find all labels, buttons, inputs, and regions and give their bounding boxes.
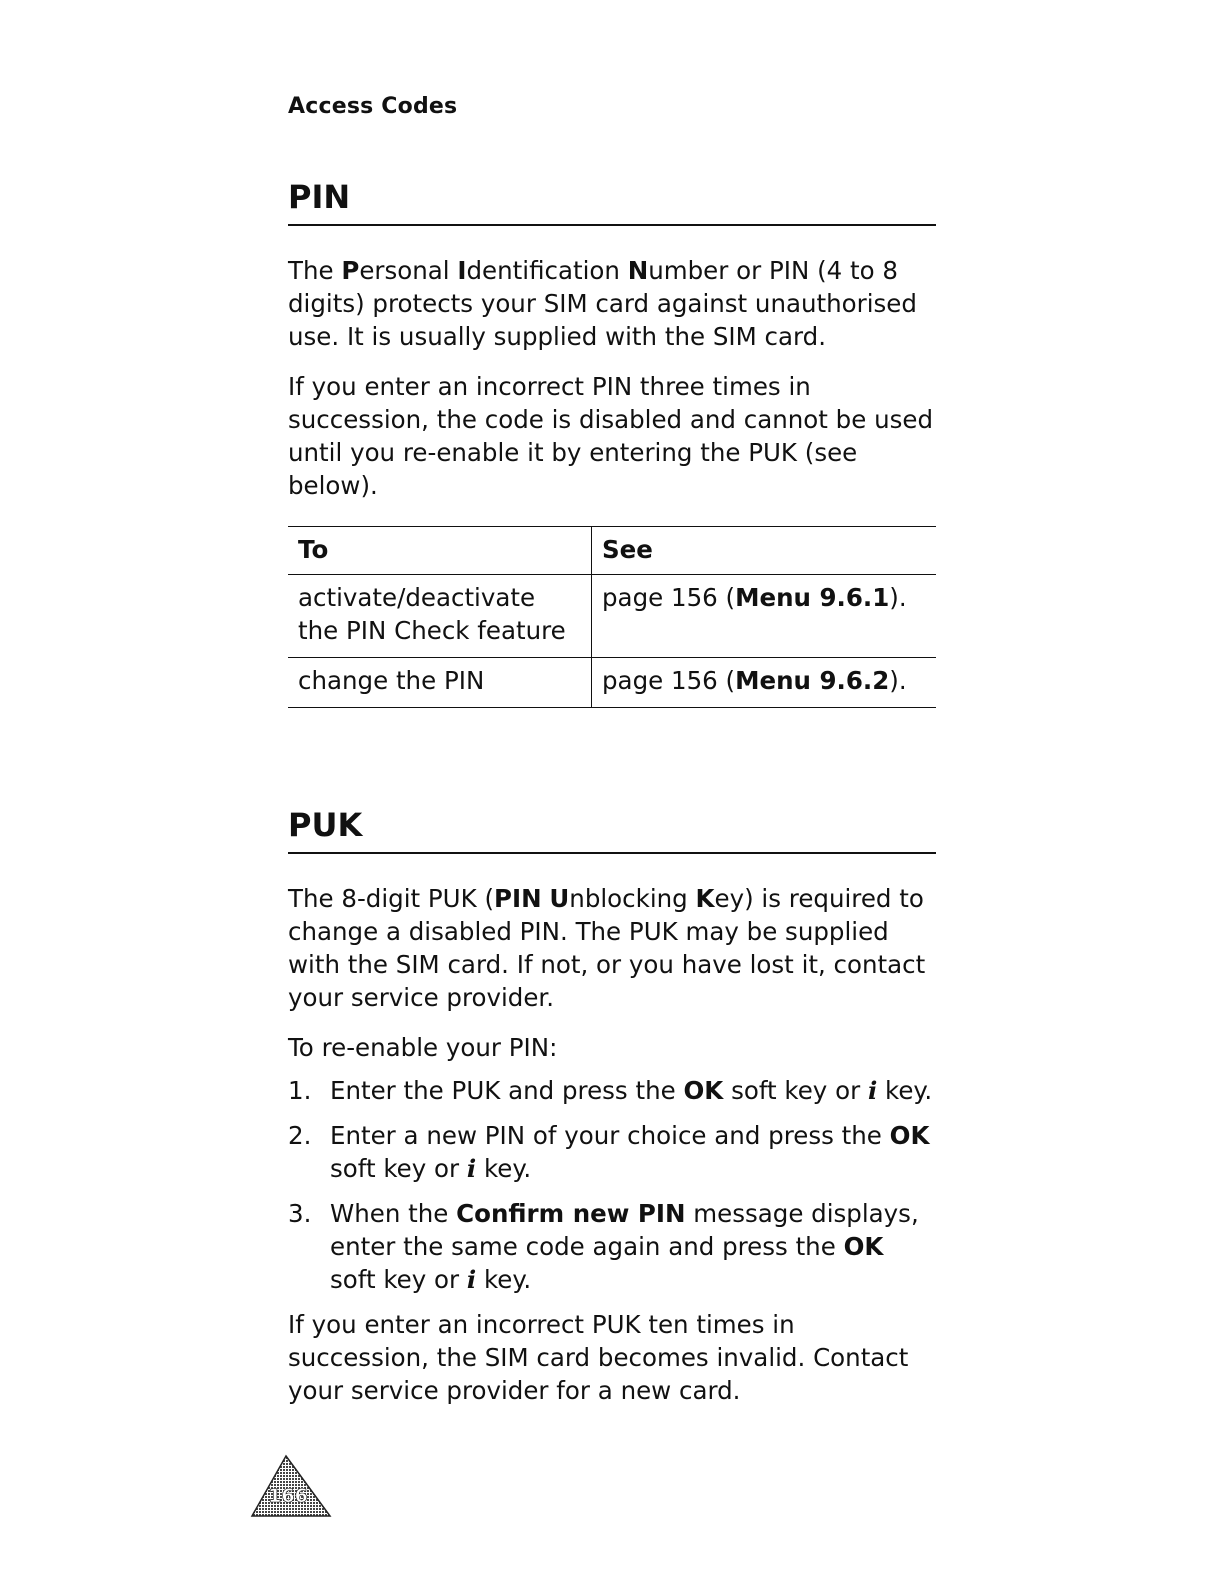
info-key-icon: i xyxy=(466,1265,477,1294)
table-row xyxy=(288,658,936,708)
puk-heading: PUK xyxy=(288,806,936,854)
pin-section xyxy=(288,178,936,708)
pin-warning-paragraph: If you enter an incorrect PIN three times in succession, the code is disabled and cannot be used until you re-enable it by entering the PUK (see below). xyxy=(288,372,934,500)
list-item: 1. Enter the PUK and press the OK soft key or i key. xyxy=(288,1076,933,1105)
table-row xyxy=(288,575,936,658)
info-key-icon: i xyxy=(867,1076,878,1105)
list-item: 2. Enter a new PIN of your choice and press the OK soft key or i key. xyxy=(288,1121,930,1183)
running-header: Access Codes xyxy=(288,94,458,119)
table-header-row xyxy=(288,527,936,575)
pin-reference-table xyxy=(288,526,936,708)
pin-definition-paragraph: The Personal Identification Number or PIN (4 to 8 digits) protects your SIM card against unauthorised use. It is usually supplied with the SIM card. xyxy=(288,256,917,351)
page-number-badge xyxy=(250,1454,332,1518)
pin-heading: PIN xyxy=(288,178,936,226)
reenable-steps-list xyxy=(288,1074,936,1296)
list-item: 3. When the Confirm new PIN message displays, enter the same code again and press the OK soft key or i key. xyxy=(288,1199,919,1294)
page-number: 166 xyxy=(268,1485,308,1507)
info-key-icon: i xyxy=(466,1154,477,1183)
table-cell-to: activate/deactivate the PIN Check feature xyxy=(288,575,592,658)
table-cell-see: page 156 (Menu 9.6.2). xyxy=(592,658,937,708)
puk-section xyxy=(288,806,936,1407)
table-header-see: See xyxy=(592,527,937,575)
table-cell-to: change the PIN xyxy=(288,658,592,708)
table-cell-see: page 156 (Menu 9.6.1). xyxy=(592,575,937,658)
puk-warning-paragraph: If you enter an incorrect PUK ten times in succession, the SIM card becomes invalid. Contact your service provider for a new card. xyxy=(288,1310,909,1405)
reenable-intro: To re-enable your PIN: xyxy=(288,1033,558,1062)
table-header-to: To xyxy=(288,527,592,575)
puk-definition-paragraph: The 8-digit PUK (PIN Unblocking Key) is required to change a disabled PIN. The PUK may be supplied with the SIM card. If not, or you have lost it, contact your service provider. xyxy=(288,884,926,1012)
